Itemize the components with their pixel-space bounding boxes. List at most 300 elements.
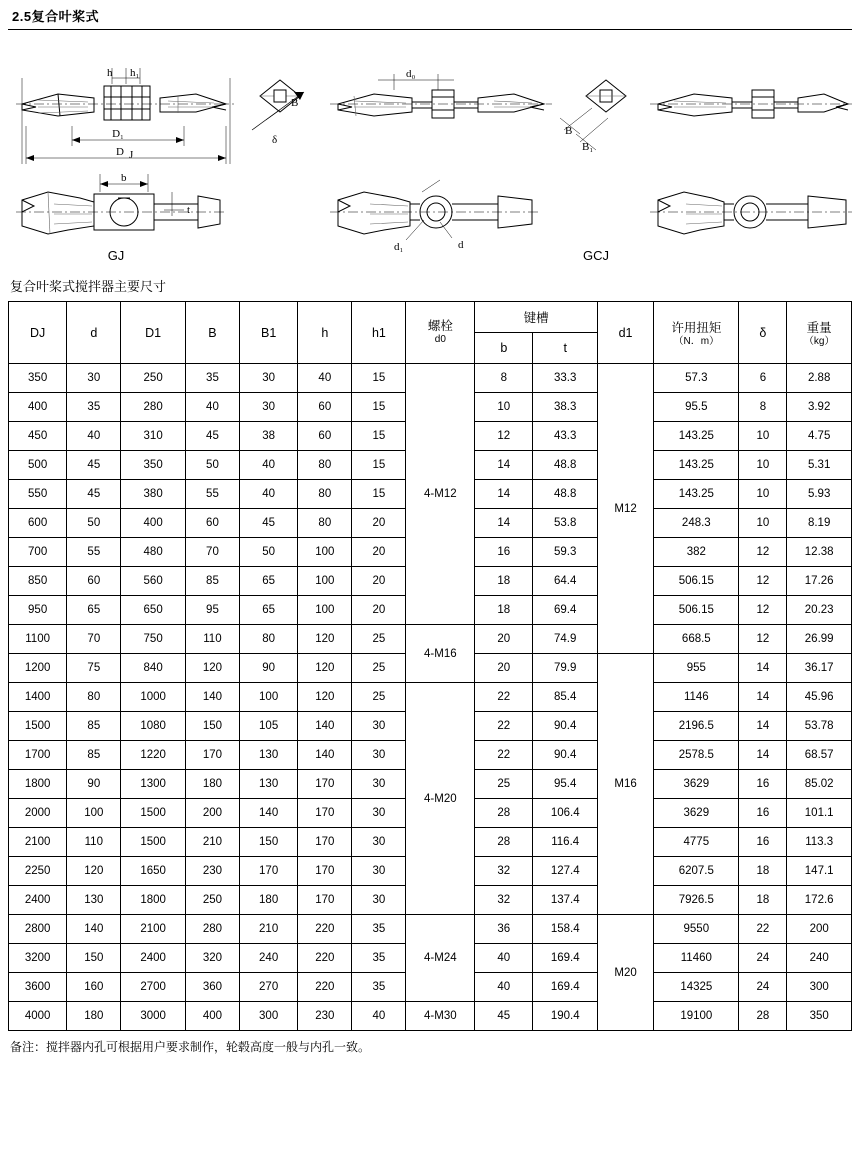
cell-dj: 2250 (9, 857, 67, 886)
header-delta: δ (739, 302, 787, 364)
cell-h: 140 (298, 741, 352, 770)
cell-D1: 400 (121, 509, 186, 538)
cell-B1: 240 (240, 944, 298, 973)
cell-h1: 35 (352, 915, 406, 944)
cell-h1: 30 (352, 857, 406, 886)
cell-D1: 560 (121, 567, 186, 596)
cell-d: 85 (67, 712, 121, 741)
cell-B1: 40 (240, 480, 298, 509)
table-row (9, 683, 852, 712)
cell-h: 100 (298, 567, 352, 596)
cell-B: 280 (185, 915, 239, 944)
cell-torque: 7926.5 (654, 886, 739, 915)
label-h: h (107, 67, 113, 79)
cell-B1: 130 (240, 770, 298, 799)
cell-d: 45 (67, 480, 121, 509)
cell-B: 360 (185, 973, 239, 1002)
cell-weight: 36.17 (787, 654, 852, 683)
cell-keyway-t: 53.8 (533, 509, 598, 538)
cell-torque: 2196.5 (654, 712, 739, 741)
cell-dj: 550 (9, 480, 67, 509)
cell-B: 170 (185, 741, 239, 770)
cell-B1: 100 (240, 683, 298, 712)
cell-B1: 90 (240, 654, 298, 683)
cell-delta: 18 (739, 886, 787, 915)
cell-keyway-t: 127.4 (533, 857, 598, 886)
cell-B1: 130 (240, 741, 298, 770)
cell-d: 85 (67, 741, 121, 770)
cell-keyway-t: 48.8 (533, 451, 598, 480)
table-note: 备注：搅拌器内孔可根据用户要求制作，轮毂高度一般与内孔一致。 (10, 1040, 371, 1054)
cell-torque: 1146 (654, 683, 739, 712)
label-B-top: B (565, 125, 573, 137)
cell-keyway-t: 90.4 (533, 712, 598, 741)
cell-h: 140 (298, 712, 352, 741)
cell-dj: 1700 (9, 741, 67, 770)
cell-keyway-b: 36 (475, 915, 533, 944)
cell-weight: 4.75 (787, 422, 852, 451)
cell-delta: 18 (739, 857, 787, 886)
cell-keyway-b: 16 (475, 538, 533, 567)
cell-D1: 750 (121, 625, 186, 654)
cell-B: 95 (185, 596, 239, 625)
cell-keyway-b: 14 (475, 480, 533, 509)
cell-keyway-b: 18 (475, 567, 533, 596)
cell-delta: 16 (739, 799, 787, 828)
cell-h1: 35 (352, 944, 406, 973)
cell-B1: 80 (240, 625, 298, 654)
cell-keyway-t: 59.3 (533, 538, 598, 567)
cell-D1: 3000 (121, 1002, 186, 1031)
cell-B1: 40 (240, 451, 298, 480)
cell-keyway-t: 90.4 (533, 741, 598, 770)
cell-keyway-b: 32 (475, 886, 533, 915)
cell-delta: 10 (739, 480, 787, 509)
cell-keyway-b: 28 (475, 828, 533, 857)
cell-B1: 270 (240, 973, 298, 1002)
cell-h: 170 (298, 799, 352, 828)
cell-keyway-b: 22 (475, 712, 533, 741)
cell-delta: 10 (739, 451, 787, 480)
cell-keyway-t: 69.4 (533, 596, 598, 625)
cell-d: 45 (67, 451, 121, 480)
cell-h: 100 (298, 596, 352, 625)
cell-dj: 1400 (9, 683, 67, 712)
figure-caption-gj: GJ (107, 248, 125, 263)
cell-weight: 8.19 (787, 509, 852, 538)
table-row (9, 364, 852, 393)
cell-dj: 350 (9, 364, 67, 393)
cell-h: 170 (298, 828, 352, 857)
cell-B: 110 (185, 625, 239, 654)
cell-keyway-t: 38.3 (533, 393, 598, 422)
cell-keyway-b: 22 (475, 683, 533, 712)
cell-keyway-b: 8 (475, 364, 533, 393)
cell-keyway-t: 74.9 (533, 625, 598, 654)
cell-B: 85 (185, 567, 239, 596)
cell-keyway-t: 79.9 (533, 654, 598, 683)
cell-torque: 143.25 (654, 422, 739, 451)
cell-D1: 1220 (121, 741, 186, 770)
label-b: b (121, 172, 127, 184)
impeller-drawings (8, 34, 852, 272)
cell-B1: 210 (240, 915, 298, 944)
page-title: 2.5复合叶桨式 (12, 9, 100, 24)
cell-keyway-b: 22 (475, 741, 533, 770)
cell-h: 220 (298, 973, 352, 1002)
header-torque (654, 302, 739, 364)
cell-d: 80 (67, 683, 121, 712)
cell-D1: 2400 (121, 944, 186, 973)
cell-torque: 668.5 (654, 625, 739, 654)
cell-weight: 17.26 (787, 567, 852, 596)
cell-h: 80 (298, 451, 352, 480)
figure-area (8, 34, 852, 272)
cell-B1: 65 (240, 567, 298, 596)
cell-torque: 95.5 (654, 393, 739, 422)
cell-delta: 22 (739, 915, 787, 944)
cell-torque: 57.3 (654, 364, 739, 393)
cell-d1: M16 (597, 654, 653, 915)
cell-h1: 20 (352, 509, 406, 538)
cell-torque: 143.25 (654, 480, 739, 509)
cell-keyway-b: 25 (475, 770, 533, 799)
cell-torque: 6207.5 (654, 857, 739, 886)
table-body (9, 364, 852, 1031)
cell-delta: 24 (739, 973, 787, 1002)
cell-D1: 2700 (121, 973, 186, 1002)
cell-B1: 38 (240, 422, 298, 451)
cell-h: 60 (298, 393, 352, 422)
label-t: t (187, 204, 191, 216)
cell-torque: 506.15 (654, 567, 739, 596)
cell-B1: 30 (240, 364, 298, 393)
cell-D1: 280 (121, 393, 186, 422)
cell-bolt: 4-M20 (406, 683, 475, 915)
cell-h1: 30 (352, 741, 406, 770)
cell-d: 90 (67, 770, 121, 799)
cell-weight: 85.02 (787, 770, 852, 799)
cell-D1: 1650 (121, 857, 186, 886)
cell-B: 320 (185, 944, 239, 973)
label-h1: h₁ (130, 67, 140, 79)
cell-weight: 2.88 (787, 364, 852, 393)
cell-B1: 170 (240, 857, 298, 886)
cell-keyway-t: 169.4 (533, 944, 598, 973)
cell-dj: 1800 (9, 770, 67, 799)
cell-dj: 400 (9, 393, 67, 422)
cell-keyway-t: 169.4 (533, 973, 598, 1002)
cell-h1: 15 (352, 393, 406, 422)
cell-D1: 380 (121, 480, 186, 509)
cell-h1: 30 (352, 712, 406, 741)
cell-keyway-b: 10 (475, 393, 533, 422)
cell-B1: 50 (240, 538, 298, 567)
cell-delta: 12 (739, 538, 787, 567)
cell-d1: M20 (597, 915, 653, 1031)
cell-d: 50 (67, 509, 121, 538)
cell-torque: 382 (654, 538, 739, 567)
cell-d: 150 (67, 944, 121, 973)
cell-torque: 248.3 (654, 509, 739, 538)
cell-h: 80 (298, 509, 352, 538)
cell-B1: 300 (240, 1002, 298, 1031)
cell-weight: 101.1 (787, 799, 852, 828)
cell-d: 130 (67, 886, 121, 915)
cell-weight: 20.23 (787, 596, 852, 625)
cell-keyway-b: 40 (475, 973, 533, 1002)
cell-dj: 2000 (9, 799, 67, 828)
label-DJ-sub: J (129, 149, 134, 161)
cell-dj: 700 (9, 538, 67, 567)
cell-keyway-t: 106.4 (533, 799, 598, 828)
cell-B: 150 (185, 712, 239, 741)
cell-delta: 12 (739, 596, 787, 625)
cell-keyway-t: 33.3 (533, 364, 598, 393)
cell-dj: 3200 (9, 944, 67, 973)
cell-B1: 30 (240, 393, 298, 422)
cell-delta: 14 (739, 654, 787, 683)
cell-bolt: 4-M24 (406, 915, 475, 1002)
cell-torque: 19100 (654, 1002, 739, 1031)
cell-keyway-b: 18 (475, 596, 533, 625)
cell-dj: 500 (9, 451, 67, 480)
cell-keyway-b: 20 (475, 625, 533, 654)
cell-h: 60 (298, 422, 352, 451)
cell-h: 120 (298, 683, 352, 712)
cell-B1: 140 (240, 799, 298, 828)
cell-weight: 26.99 (787, 625, 852, 654)
cell-D1: 1800 (121, 886, 186, 915)
label-B-detail: B (291, 97, 299, 109)
cell-h1: 25 (352, 654, 406, 683)
cell-keyway-t: 116.4 (533, 828, 598, 857)
cell-keyway-t: 64.4 (533, 567, 598, 596)
header-h1: h1 (352, 302, 406, 364)
cell-delta: 12 (739, 625, 787, 654)
cell-bolt: 4-M30 (406, 1002, 475, 1031)
cell-h1: 15 (352, 364, 406, 393)
cell-D1: 480 (121, 538, 186, 567)
cell-D1: 250 (121, 364, 186, 393)
cell-h: 100 (298, 538, 352, 567)
table-row (9, 625, 852, 654)
cell-keyway-b: 14 (475, 451, 533, 480)
cell-delta: 12 (739, 567, 787, 596)
label-D1: D₁ (112, 128, 124, 140)
header-d1: d1 (597, 302, 653, 364)
cell-h1: 30 (352, 828, 406, 857)
cell-delta: 28 (739, 1002, 787, 1031)
cell-weight: 45.96 (787, 683, 852, 712)
cell-delta: 14 (739, 683, 787, 712)
label-DJ: D (116, 146, 124, 158)
cell-B: 250 (185, 886, 239, 915)
cell-torque: 9550 (654, 915, 739, 944)
cell-h1: 15 (352, 480, 406, 509)
table-caption: 复合叶桨式搅拌器主要尺寸 (10, 279, 167, 294)
cell-torque: 955 (654, 654, 739, 683)
cell-keyway-t: 48.8 (533, 480, 598, 509)
cell-B: 210 (185, 828, 239, 857)
cell-dj: 850 (9, 567, 67, 596)
cell-d: 35 (67, 393, 121, 422)
header-B1: B1 (240, 302, 298, 364)
header-B: B (185, 302, 239, 364)
cell-d: 180 (67, 1002, 121, 1031)
cell-weight: 172.6 (787, 886, 852, 915)
cell-keyway-b: 20 (475, 654, 533, 683)
cell-B1: 180 (240, 886, 298, 915)
cell-D1: 350 (121, 451, 186, 480)
cell-B: 45 (185, 422, 239, 451)
cell-d: 120 (67, 857, 121, 886)
cell-dj: 600 (9, 509, 67, 538)
cell-dj: 950 (9, 596, 67, 625)
cell-keyway-b: 45 (475, 1002, 533, 1031)
cell-d: 100 (67, 799, 121, 828)
cell-B: 50 (185, 451, 239, 480)
cell-h1: 20 (352, 538, 406, 567)
cell-delta: 10 (739, 422, 787, 451)
cell-keyway-b: 32 (475, 857, 533, 886)
cell-weight: 113.3 (787, 828, 852, 857)
cell-keyway-t: 43.3 (533, 422, 598, 451)
cell-h: 120 (298, 625, 352, 654)
table-header-row (9, 302, 852, 333)
cell-h: 170 (298, 857, 352, 886)
cell-dj: 450 (9, 422, 67, 451)
cell-keyway-b: 40 (475, 944, 533, 973)
cell-torque: 11460 (654, 944, 739, 973)
header-bolt-sub: d0 (434, 334, 446, 346)
cell-weight: 53.78 (787, 712, 852, 741)
header-h: h (298, 302, 352, 364)
cell-d: 65 (67, 596, 121, 625)
cell-h: 230 (298, 1002, 352, 1031)
cell-B1: 45 (240, 509, 298, 538)
cell-bolt: 4-M12 (406, 364, 475, 625)
cell-B1: 150 (240, 828, 298, 857)
cell-D1: 1500 (121, 799, 186, 828)
cell-D1: 1080 (121, 712, 186, 741)
header-keyway-t: t (533, 333, 598, 364)
cell-h1: 25 (352, 625, 406, 654)
cell-D1: 840 (121, 654, 186, 683)
header-bolt-label: 螺栓 (427, 319, 453, 334)
cell-d: 75 (67, 654, 121, 683)
cell-delta: 10 (739, 509, 787, 538)
cell-B: 230 (185, 857, 239, 886)
cell-D1: 1500 (121, 828, 186, 857)
cell-D1: 2100 (121, 915, 186, 944)
label-delta: δ (272, 134, 278, 146)
cell-delta: 24 (739, 944, 787, 973)
cell-d: 70 (67, 625, 121, 654)
cell-torque: 2578.5 (654, 741, 739, 770)
label-B1-top: B₁ (582, 141, 594, 153)
cell-dj: 3600 (9, 973, 67, 1002)
cell-d: 55 (67, 538, 121, 567)
header-weight-unit: （kg） (803, 335, 835, 347)
cell-D1: 1300 (121, 770, 186, 799)
cell-h1: 30 (352, 799, 406, 828)
cell-torque: 4775 (654, 828, 739, 857)
cell-B: 140 (185, 683, 239, 712)
cell-delta: 14 (739, 712, 787, 741)
cell-weight: 200 (787, 915, 852, 944)
cell-B: 180 (185, 770, 239, 799)
header-weight (787, 302, 852, 364)
header-keyway-b: b (475, 333, 533, 364)
cell-keyway-b: 12 (475, 422, 533, 451)
cell-dj: 1500 (9, 712, 67, 741)
cell-B1: 65 (240, 596, 298, 625)
cell-d1: M12 (597, 364, 653, 654)
cell-weight: 5.93 (787, 480, 852, 509)
cell-B: 60 (185, 509, 239, 538)
cell-weight: 68.57 (787, 741, 852, 770)
cell-dj: 2800 (9, 915, 67, 944)
cell-h1: 30 (352, 770, 406, 799)
cell-h1: 20 (352, 596, 406, 625)
cell-h1: 25 (352, 683, 406, 712)
cell-dj: 4000 (9, 1002, 67, 1031)
cell-h: 220 (298, 915, 352, 944)
label-d1: d₁ (394, 241, 404, 253)
cell-d: 140 (67, 915, 121, 944)
figure-caption-gcj: GCJ (583, 248, 609, 263)
cell-B: 35 (185, 364, 239, 393)
cell-bolt: 4-M16 (406, 625, 475, 683)
cell-D1: 310 (121, 422, 186, 451)
cell-delta: 16 (739, 770, 787, 799)
cell-h: 120 (298, 654, 352, 683)
cell-delta: 8 (739, 393, 787, 422)
cell-h1: 15 (352, 422, 406, 451)
cell-torque: 3629 (654, 799, 739, 828)
cell-B: 55 (185, 480, 239, 509)
cell-weight: 12.38 (787, 538, 852, 567)
cell-B1: 105 (240, 712, 298, 741)
cell-torque: 506.15 (654, 596, 739, 625)
header-torque-unit: （N．m） (673, 335, 720, 347)
cell-dj: 1200 (9, 654, 67, 683)
cell-dj: 2400 (9, 886, 67, 915)
cell-keyway-t: 190.4 (533, 1002, 598, 1031)
cell-B: 400 (185, 1002, 239, 1031)
cell-weight: 3.92 (787, 393, 852, 422)
cell-h1: 20 (352, 567, 406, 596)
cell-d: 110 (67, 828, 121, 857)
header-D1: D1 (121, 302, 186, 364)
cell-B: 70 (185, 538, 239, 567)
document-page (0, 6, 860, 1152)
header-dj: DJ (9, 302, 67, 364)
cell-weight: 5.31 (787, 451, 852, 480)
cell-keyway-t: 85.4 (533, 683, 598, 712)
title-divider (8, 29, 852, 30)
cell-d: 30 (67, 364, 121, 393)
cell-h: 170 (298, 886, 352, 915)
cell-delta: 6 (739, 364, 787, 393)
header-torque-label: 许用扭矩 (671, 320, 722, 335)
specification-table (8, 301, 852, 1031)
cell-d: 60 (67, 567, 121, 596)
cell-h1: 15 (352, 451, 406, 480)
cell-h1: 35 (352, 973, 406, 1002)
header-d: d (67, 302, 121, 364)
